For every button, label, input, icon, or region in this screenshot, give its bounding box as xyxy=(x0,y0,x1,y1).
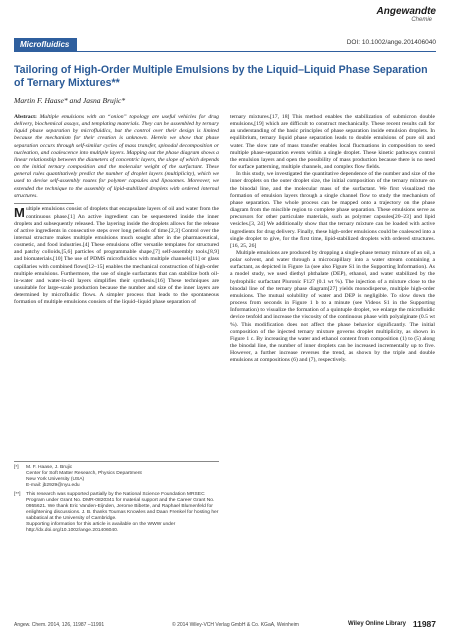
affiliation-line: Center for Soft Matter Research, Physics Department xyxy=(26,470,142,476)
abstract-text: Multiple emulsions with an “onion” topology are useful vehicles for drug delivery, biochemical assays, and templating materials. They can be assembled by ternary liquid phase separation by microfluidics, but the control over their design is limited because the mechanism for their creation is unknown. Herein we show that phase separation occurs through self-similar cycles of mass transfer, spinodal decomposition or nucleation, and coalescence into multiple layers. Mapping out the phase diagram shows a linear relationship between the diameters of concentric layers, the slope of which depends on the initial ternary composition and the molecular weight of the surfactant. These general rules quantitatively predict the number of droplet layers (multiplicity), which we used to devise self-assembly routes for polymer capsules and liposomes. Moreover, we extended the technique to the assembly of lipid-stabilized droplets with ordered internal structures. xyxy=(14,114,219,199)
journal-logo-sub: Chemie xyxy=(411,17,432,23)
journal-logo-name: Angewandte xyxy=(376,6,436,17)
affiliation-note xyxy=(14,465,219,489)
affiliation-line: M. F. Haase, J. Brujic xyxy=(26,464,73,470)
abstract xyxy=(14,114,219,200)
right-column xyxy=(230,114,435,364)
header-divider xyxy=(14,51,436,52)
acknowledgment-note xyxy=(14,492,219,534)
journal-logo xyxy=(377,6,436,24)
footnote-divider xyxy=(14,461,219,462)
left-column xyxy=(14,114,219,307)
acknowledgment-text xyxy=(26,492,219,534)
page-number: 11987 xyxy=(412,619,436,629)
page-footer xyxy=(14,620,436,630)
abstract-divider xyxy=(14,203,74,204)
body-left-text: ultiple emulsions consist of droplets that encapsulate layers of oil and water from the continuous phase.[1] An active ingredient can be sequestered inside the inner droplets and subsequently released. The layering inside the droplets allows for the release of active ingredients in consecutive steps over long periods of time.[2,3] Control over the internal structure makes multiple emulsions much sought after in the pharmaceutical, cosmetic, and food industries.[4] These emulsions offer versatile templates for structured and patchy colloids,[5,6] particles of programmable shape,[7] self-assembly tools,[8,9] and biomaterials.[10] The use of PDMS microfluidics with multiple channels[11] or glass capillaries with combined flows[12–15] enables the mechanical construction of high-order multiple emulsions. Furthermore, the use of single surfactants that can stabilize both oil-in-water and water-in-oil layers simplifies their synthesis.[16] These techniques are unsuitable for large-scale production because the number and size of the inner layers are determined by microfluidic flows. A simpler process that leads to the spontaneous formation of multiple emulsions consists of the liquid–liquid phase separation of xyxy=(14,206,219,306)
drop-cap: M xyxy=(14,205,25,221)
article-title: Tailoring of High-Order Multiple Emulsions by the Liquid–Liquid Phase Separation of Ternary Mixtures** xyxy=(14,64,428,89)
abstract-label: Abstract: xyxy=(14,114,37,120)
supporting-info-link[interactable]: Supporting information for this article is available on the WWW under http://dx.doi.org/10.1002/ange.201406040. xyxy=(26,521,176,533)
section-tab: Microfluidics xyxy=(14,38,77,52)
affiliation-text xyxy=(26,465,219,489)
section-header xyxy=(0,38,436,52)
body-paragraph-left xyxy=(14,206,219,306)
affiliation-email[interactable]: E-mail: jb2929@nyu.edu xyxy=(26,482,80,488)
footer-copyright: © 2014 Wiley-VCH Verlag GmbH & Co. KGaA, Weinheim xyxy=(172,622,299,628)
body-paragraph-right-3: Multiple emulsions are produced by dropping a single-phase ternary mixture of an oil, a polar solvent, and water through a microcapillary into a water stream containing a surfactant, as depicted in Figure 1a (see also Figure S1 in the Supporting Information). As a model study, we used diethyl phthalate (DEP), ethanol, and water stabilized by the hydrophilic surfactant Pluronic F127 (0.1 wt %). The injection of a mixture close to the binodal line of the ternary phase diagram[27] yields monodisperse, multiple high-order emulsions. The mutual solubility of water and DEP is negligible. To slow down the process from seconds in Figure 1 b to a minute (see Videos S1 in the Supporting Information) to visualize the formation of a quintuple droplet, we enlarge the microfluidic device tenfold and increase the viscosity of the continuous phase with polyalginate (0.5 wt %). This modification does not affect the phase behavior significantly. The initial composition of the injected ternary mixture governs droplet multiplicity, as shown in Figure 1 c. By increasing the water and ethanol content from composition (1) to (5) along the binodal line, the number of inner droplets can be increased incrementally up to five. However, a further increase reverses the trend, as shown by the triple and double emulsions at compositions (6) and (7), respectively. xyxy=(230,249,435,364)
article-authors: Martin F. Haase* and Jasna Brujic* xyxy=(14,96,126,105)
footer-citation: Angew. Chem. 2014, 126, 11987 –11991 xyxy=(14,622,105,628)
footer-library[interactable]: Wiley Online Library xyxy=(348,621,406,627)
affiliation-line: New York University (USA) xyxy=(26,476,85,482)
acknowledgment-mark: [**] xyxy=(14,491,21,497)
acknowledgment-body: This research was supported partially by the National Science Foundation MRSEC Program under Grant No. DMR-0820341 for material support and the Career Grant No. 0955621. We thank Eric Vanden-Eijnden, Jerome Bibette, and Raphael Blumenfeld for enlightening discussions. J. B. thanks Toumas Knowles and Daan Frenkel for hosting her sabbatical at the University of Cambridge. xyxy=(26,491,219,521)
body-paragraph-right-1: ternary mixtures.[17, 18] This method enables the stabilization of submicron double emulsions,[19] which are difficult to construct mechanically. These recent results call for an understanding of the basic principles of phase separation inside emulsion droplets. In equilibrium, ternary liquid phase separation leads to double emulsions of pure oil and water. The slow rate of mass transfer enables local fluctuations in composition to seed multiple phase-separation events within a single droplet. These kinetic pathways control the emulsion layers and open the possibility of mass production because there is no need for surface patterning, multiple channels, and complex flow fields. xyxy=(230,114,435,171)
affiliation-mark: [*] xyxy=(14,464,19,470)
body-paragraph-right-2: In this study, we investigated the quantitative dependence of the number and size of the inner droplets on the outer droplet size, the initial composition of the ternary mixture on the binodal line, and the molecular mass of the surfactant. We first visualized the formation of emulsion layers through a single channel flow to study the mechanism of phase separation. The whole process can be mapped onto a trajectory on the phase diagram from the miscible region to complete phase separation. These emulsions serve as precursors for other particulate materials, such as polymer capsules[20–23] and lipid vesicles.[3, 24] We additionally show that the ternary mixture can be loaded with active ingredients for drug delivery. Finally, these high-order emulsions could be coalesced into a single droplet to give, for the first time, lipid-stabilized droplets with ordered structures.[16, 25, 26] xyxy=(230,171,435,249)
footnotes xyxy=(14,461,219,537)
doi-text: DOI: 10.1002/ange.201406040 xyxy=(346,39,436,46)
